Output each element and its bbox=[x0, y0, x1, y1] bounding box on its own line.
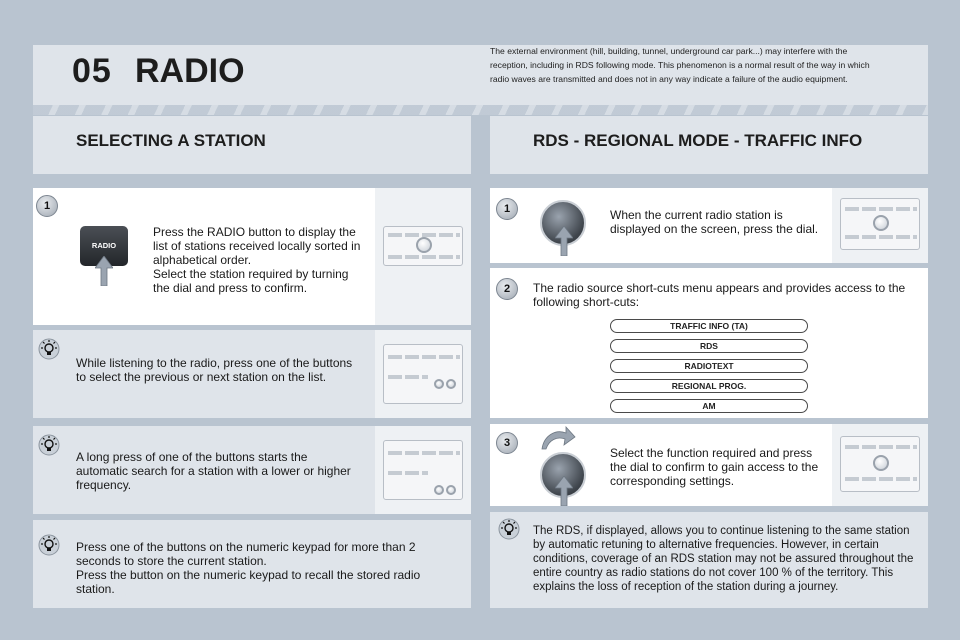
step-badge: 1 bbox=[36, 195, 58, 217]
left-step1-thumbnail bbox=[375, 188, 471, 325]
press-arrow-icon bbox=[555, 476, 573, 506]
console-illustration bbox=[383, 344, 463, 404]
right-step2-text: The radio source short-cuts menu appears and provides access to the following short-cuts: bbox=[533, 281, 906, 309]
chapter-number: 05 bbox=[72, 52, 112, 90]
shortcut-am: AM bbox=[610, 399, 808, 413]
lightbulb-tip-icon bbox=[498, 518, 520, 540]
shortcut-radiotext: RADIOTEXT bbox=[610, 359, 808, 373]
radio-button-icon: RADIO bbox=[80, 226, 128, 266]
console-illustration bbox=[383, 440, 463, 500]
lightbulb-tip-icon bbox=[38, 338, 60, 360]
rotate-arrow-icon bbox=[540, 425, 576, 451]
step-badge: 3 bbox=[496, 432, 518, 454]
press-arrow-icon bbox=[95, 256, 113, 286]
header-decoration bbox=[33, 105, 928, 115]
dial-icon bbox=[873, 215, 889, 231]
left-tip2-thumbnail bbox=[375, 426, 471, 514]
lightbulb-tip-icon bbox=[38, 434, 60, 456]
press-arrow-icon bbox=[555, 226, 573, 256]
shortcut-regional-prog: REGIONAL PROG. bbox=[610, 379, 808, 393]
shortcut-traffic-info: TRAFFIC INFO (TA) bbox=[610, 319, 808, 333]
right-step3-text: Select the function required and press the dial to confirm to gain access to the corresponding settings. bbox=[610, 446, 819, 488]
right-step1-text: When the current radio station is displayed on the screen, press the dial. bbox=[610, 208, 819, 236]
chapter-title: RADIO bbox=[135, 52, 245, 90]
left-step1-text: Press the RADIO button to display the list of stations received locally sorted in alphabetical order. Select the station required by turning the dial and press to confirm. bbox=[153, 225, 361, 295]
step-badge: 1 bbox=[496, 198, 518, 220]
lightbulb-tip-icon bbox=[38, 534, 60, 556]
console-illustration bbox=[840, 198, 920, 250]
right-section-title: RDS - REGIONAL MODE - TRAFFIC INFO bbox=[533, 131, 863, 150]
console-illustration bbox=[840, 436, 920, 492]
right-step3-thumbnail bbox=[832, 424, 928, 506]
dial-icon bbox=[873, 455, 889, 471]
shortcut-rds: RDS bbox=[610, 339, 808, 353]
console-illustration bbox=[383, 226, 463, 266]
step-badge: 2 bbox=[496, 278, 518, 300]
left-section-title: SELECTING A STATION bbox=[76, 131, 266, 150]
left-tip1-thumbnail bbox=[375, 330, 471, 418]
header-note: The external environment (hill, building, tunnel, underground car park...) may interfere with the reception, including in RDS following mode. This phenomenon is a normal result of the way in which radio waves are transmitted and does not in any way indicate a failure of the audio equipment. bbox=[490, 46, 870, 84]
left-tip2-text: A long press of one of the buttons starts the automatic search for a station with a lower or higher frequency. bbox=[76, 450, 351, 492]
left-tip1-text: While listening to the radio, press one of the buttons to select the previous or next station on the list. bbox=[76, 356, 353, 384]
right-tip-text: The RDS, if displayed, allows you to continue listening to the same station by automatic retuning to alternative frequencies. However, in certain conditions, coverage of an RDS station may not be assured throughout the entire country as radio stations do not cover 100 % of the territory. This explains the loss of reception of the station during a journey. bbox=[533, 525, 914, 593]
right-step1-thumbnail bbox=[832, 188, 928, 263]
dial-icon bbox=[416, 237, 432, 253]
left-tip3-text: Press one of the buttons on the numeric keypad for more than 2 seconds to store the current station. Press the button on the numeric keypad to recall the stored radio station. bbox=[76, 540, 421, 596]
